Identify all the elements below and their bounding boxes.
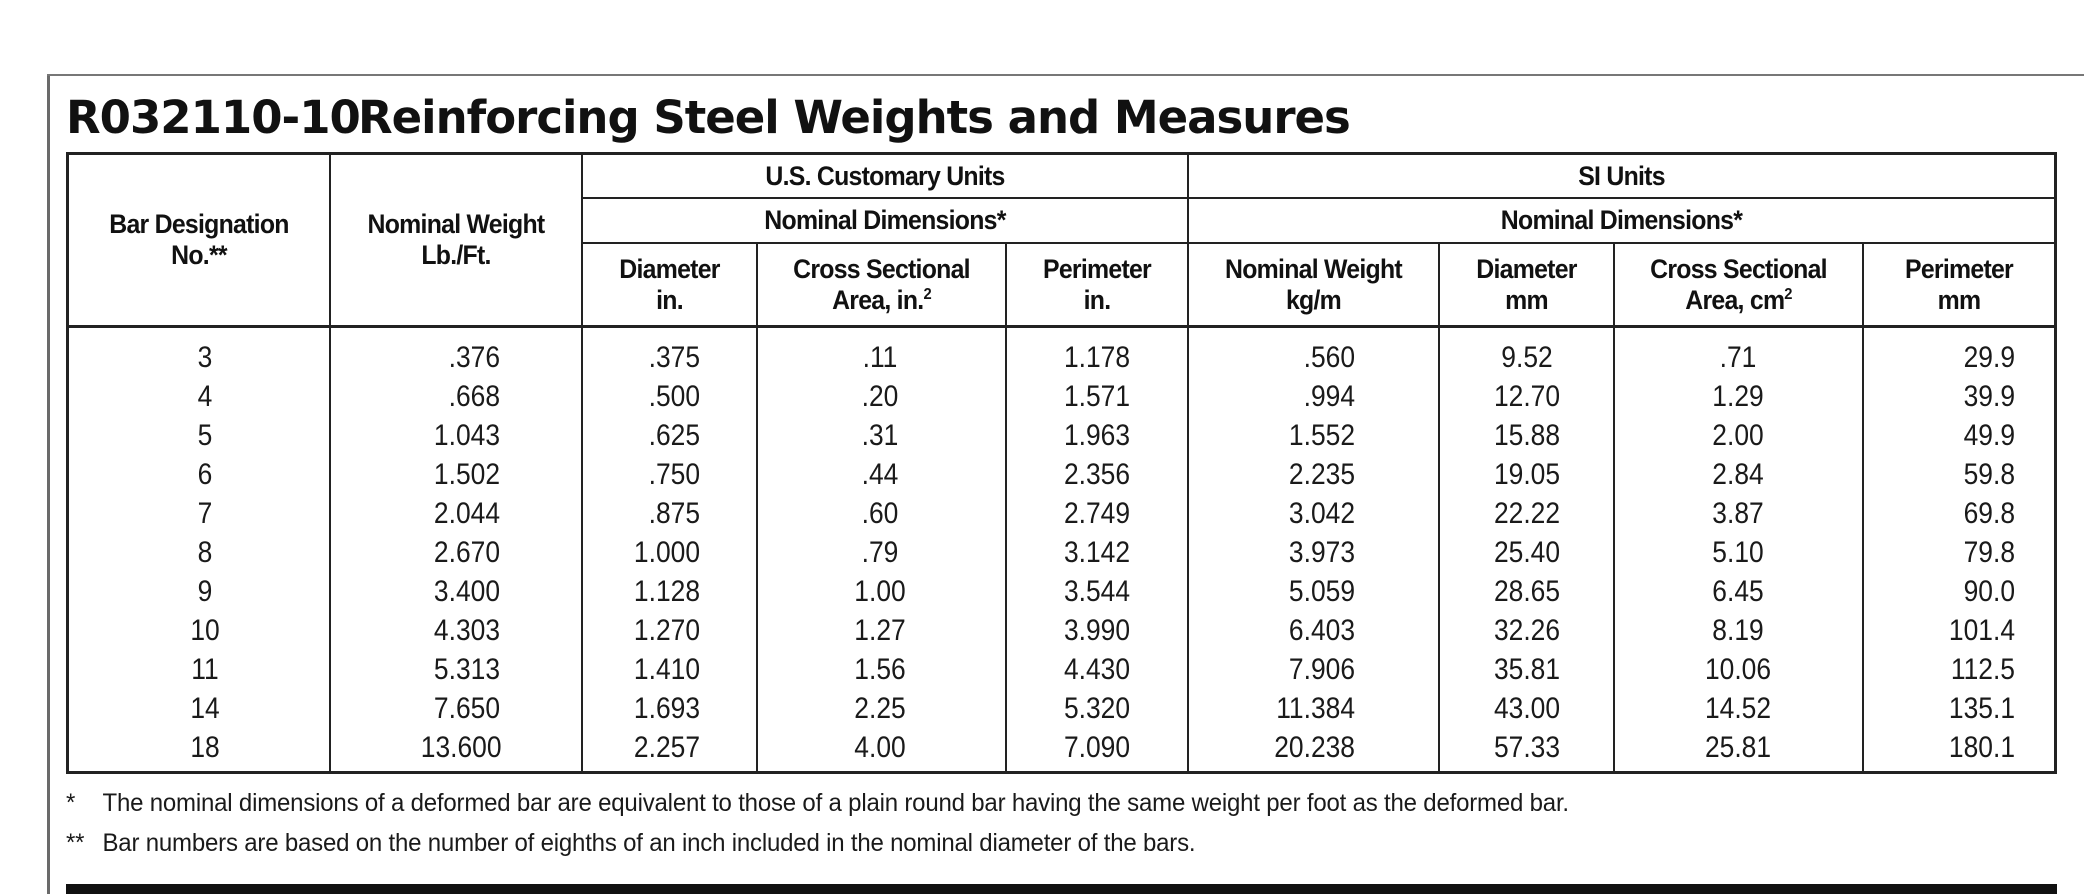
table-cell: 2.044 [433, 497, 500, 530]
table-cell: .994 [1303, 380, 1355, 413]
table-cell: .20 [861, 380, 899, 413]
grid-line [1438, 244, 1440, 774]
table-cell: .376 [448, 341, 500, 374]
table-cell: .44 [861, 458, 899, 491]
table-cell: 35.81 [1493, 653, 1561, 686]
table-cell: .375 [648, 341, 700, 374]
table-cell: 25.81 [1704, 731, 1772, 764]
table-cell: 6.45 [1712, 575, 1764, 608]
table-cell: 7.650 [433, 692, 500, 725]
column-area-in2 [825, 338, 935, 764]
table-cell: 8.19 [1712, 614, 1764, 647]
grid-line [1187, 152, 1189, 774]
table-cell: 9 [197, 575, 213, 608]
table-cell: 5.320 [1063, 692, 1131, 725]
table-cell: 5.059 [1288, 575, 1355, 608]
table-cell: .875 [648, 497, 700, 530]
table-cell: 39.9 [1963, 380, 2015, 413]
footnote-text: The nominal dimensions of a deformed bar are equivalent to those of a plain round bar having the same weight per foot as the deformed bar. [102, 789, 1569, 817]
table-cell: 3.142 [1063, 536, 1131, 569]
table-cell: 15.88 [1493, 419, 1561, 452]
title-text: Reinforcing Steel Weights and Measures [358, 90, 1350, 144]
footnote-1 [66, 789, 1569, 818]
table-cell: .750 [648, 458, 700, 491]
table-cell: .31 [861, 419, 899, 452]
page-title [66, 86, 1350, 148]
table-cell: 11 [191, 653, 219, 686]
footnote-mark: ** [66, 829, 85, 857]
table-cell: 13.600 [420, 731, 502, 764]
table-cell: .668 [448, 380, 500, 413]
header-us-perimeter: Perimeter in. [1043, 253, 1151, 315]
table-cell: .11 [862, 341, 898, 374]
table-cell: 2.356 [1063, 458, 1131, 491]
header-si-perimeter: Perimeter mm [1905, 253, 2013, 315]
header-nominal-dimensions-si: Nominal Dimensions* [1500, 205, 1743, 235]
table-cell: 10.06 [1704, 653, 1772, 686]
footnote-text: Bar numbers are based on the number of eighths of an inch included in the nominal diameter of the bars. [102, 829, 1196, 857]
table-cell: 4.303 [433, 614, 500, 647]
table-cell: 79.8 [1963, 536, 2015, 569]
table-cell: 14 [190, 692, 220, 725]
grid-line [1862, 244, 1864, 774]
column-weight-kg-m [1245, 338, 1355, 764]
table-cell: .625 [648, 419, 700, 452]
header-si-units: SI Units [1578, 160, 1665, 191]
table-cell: .71 [1719, 341, 1757, 374]
table-cell: 7.906 [1288, 653, 1355, 686]
table-cell: 1.410 [633, 653, 700, 686]
grid-line [581, 152, 583, 774]
table-cell: 19.05 [1493, 458, 1561, 491]
table-cell: 3.400 [433, 575, 500, 608]
table-cell: 5 [197, 419, 213, 452]
table-cell: 69.8 [1963, 497, 2015, 530]
table-cell: 10 [190, 614, 220, 647]
table-cell: 2.235 [1288, 458, 1355, 491]
table-cell: 29.9 [1963, 341, 2015, 374]
table-cell: 59.8 [1963, 458, 2015, 491]
header-bar-designation: Bar Designation No.** [109, 209, 289, 270]
table-cell: 7 [197, 497, 213, 530]
table-cell: 1.56 [854, 653, 906, 686]
table-cell: 3.87 [1712, 497, 1764, 530]
header-rule [66, 325, 2057, 328]
table-cell: 8 [197, 536, 213, 569]
table-cell: 7.090 [1063, 731, 1131, 764]
table-cell: 2.00 [1712, 419, 1764, 452]
table-cell: 1.552 [1288, 419, 1355, 452]
table-cell: 1.043 [433, 419, 500, 452]
table-cell: .560 [1303, 341, 1355, 374]
table-cell: 4.00 [854, 731, 906, 764]
grid-line [1613, 244, 1615, 774]
table-cell: 14.52 [1704, 692, 1772, 725]
header-us-units: U.S. Customary Units [765, 160, 1005, 191]
table-cell: 1.00 [854, 575, 906, 608]
header-nominal-weight: Nominal Weight Lb./Ft. [367, 209, 545, 270]
header-us-diameter: Diameter in. [619, 253, 720, 315]
table-cell: 180.1 [1948, 731, 2015, 764]
table-cell: .500 [648, 380, 700, 413]
table-cell: 4 [197, 380, 213, 413]
table-cell: 5.10 [1712, 536, 1764, 569]
page-frame-left [47, 74, 50, 894]
table-cell: 3.973 [1288, 536, 1355, 569]
footnote-mark: * [66, 789, 76, 817]
table-cell: 112.5 [1950, 653, 2015, 686]
table-cell: 1.502 [433, 458, 500, 491]
column-diameter-mm [1472, 338, 1582, 764]
table-cell: 49.9 [1963, 419, 2015, 452]
header-si-diameter: Diameter mm [1476, 253, 1577, 315]
table-cell: .60 [861, 497, 899, 530]
table-cell: 90.0 [1963, 575, 2015, 608]
table-cell: 1.178 [1063, 341, 1131, 374]
table-cell: 1.27 [854, 614, 906, 647]
table-cell: 1.693 [633, 692, 700, 725]
table-cell: 6 [197, 458, 213, 491]
grid-line [756, 244, 758, 774]
table-cell: 1.128 [633, 575, 700, 608]
page-frame-top [47, 74, 2084, 76]
table-cell: 101.4 [1948, 614, 2015, 647]
table-cell: 12.70 [1493, 380, 1561, 413]
table-cell: 4.430 [1063, 653, 1131, 686]
table-cell: 2.749 [1063, 497, 1131, 530]
table-cell: 3.990 [1063, 614, 1131, 647]
table-cell: 22.22 [1493, 497, 1561, 530]
table-cell: 2.84 [1712, 458, 1764, 491]
title-code: R032110-10 [66, 90, 360, 144]
header-si-weight: Nominal Weight kg/m [1225, 253, 1402, 315]
grid-line [329, 152, 331, 774]
table-cell: 6.403 [1288, 614, 1355, 647]
column-perimeter-mm [1890, 338, 2015, 764]
header-us-area: Cross Sectional Area, in.$^2$ [793, 253, 970, 315]
table-cell: 28.65 [1493, 575, 1561, 608]
table-cell: 3.042 [1288, 497, 1355, 530]
table-cell: 9.52 [1501, 341, 1553, 374]
table-cell: 1.000 [633, 536, 700, 569]
header-nominal-dimensions-us: Nominal Dimensions* [764, 205, 1006, 235]
table-cell: 20.238 [1274, 731, 1355, 764]
table-cell: 3.544 [1063, 575, 1131, 608]
table-cell: 1.571 [1063, 380, 1131, 413]
table-cell: 1.29 [1712, 380, 1764, 413]
table-cell: 18 [190, 731, 220, 764]
table-cell: 2.257 [633, 731, 700, 764]
table-cell: 1.963 [1063, 419, 1131, 452]
bottom-rule [66, 884, 2057, 894]
grid-line [1005, 244, 1007, 774]
table-cell: 2.25 [854, 692, 906, 725]
column-area-cm2 [1683, 338, 1793, 764]
footnote-2 [66, 829, 1195, 858]
column-perimeter-in [1042, 338, 1152, 764]
table-cell: 11.384 [1276, 692, 1355, 725]
table-cell: 135.1 [1948, 692, 2015, 725]
table-cell: 5.313 [433, 653, 500, 686]
table-cell: 2.670 [433, 536, 500, 569]
column-weight-lb-ft [410, 338, 500, 764]
table-cell: 32.26 [1493, 614, 1561, 647]
table-cell: 43.00 [1493, 692, 1561, 725]
table-cell: 1.270 [633, 614, 700, 647]
column-bar-no [150, 338, 260, 764]
table-cell: 57.33 [1493, 731, 1561, 764]
column-diameter-in [620, 338, 700, 764]
table-cell: .79 [861, 536, 899, 569]
header-si-area: Cross Sectional Area, $cm^2$ [1650, 253, 1827, 315]
table-cell: 25.40 [1493, 536, 1561, 569]
table-cell: 3 [197, 341, 213, 374]
